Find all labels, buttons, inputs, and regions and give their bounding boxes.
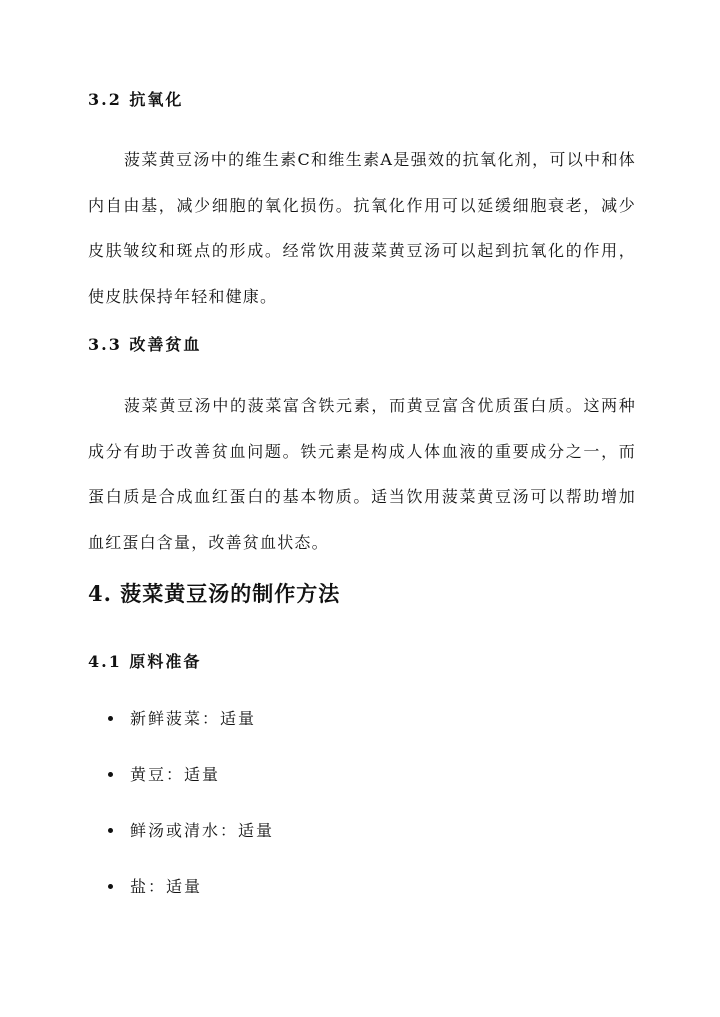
section-heading-4: 4. 菠菜黄豆汤的制作方法 [88, 581, 341, 606]
list-item-text: 黄豆：适量 [130, 765, 221, 784]
list-item-text: 鲜汤或清水：适量 [130, 821, 275, 840]
bullet-icon [108, 772, 113, 777]
section-heading-4-1: 4.1 原料准备 [88, 652, 202, 671]
section-3-2-paragraph: 菠菜黄豆汤中的维生素C和维生素A是强效的抗氧化剂，可以中和体内自由基，减少细胞的氧化损伤。抗氧化作用可以延缓细胞衰老，减少皮肤皱纹和斑点的形成。经常饮用菠菜黄豆汤可以起到抗氧化的作用，使皮肤保持年轻和健康。 [88, 150, 636, 306]
section-heading-3-2: 3.2 抗氧化 [88, 90, 184, 109]
list-item [108, 765, 220, 785]
section-3-3-paragraph: 菠菜黄豆汤中的菠菜富含铁元素，而黄豆富含优质蛋白质。这两种成分有助于改善贫血问题。铁元素是构成人体血液的重要成分之一，而蛋白质是合成血红蛋白的基本物质。适当饮用菠菜黄豆汤可以帮助增加血红蛋白含量，改善贫血状态。 [88, 396, 636, 552]
section-heading-3-3: 3.3 改善贫血 [88, 335, 202, 354]
bullet-icon [108, 716, 113, 721]
list-item [108, 821, 274, 841]
list-item-text: 新鲜菠菜：适量 [130, 709, 257, 728]
list-item [108, 877, 202, 897]
list-item-text: 盐：适量 [130, 877, 203, 896]
bullet-icon [108, 884, 113, 889]
list-item [108, 709, 256, 729]
bullet-icon [108, 828, 113, 833]
